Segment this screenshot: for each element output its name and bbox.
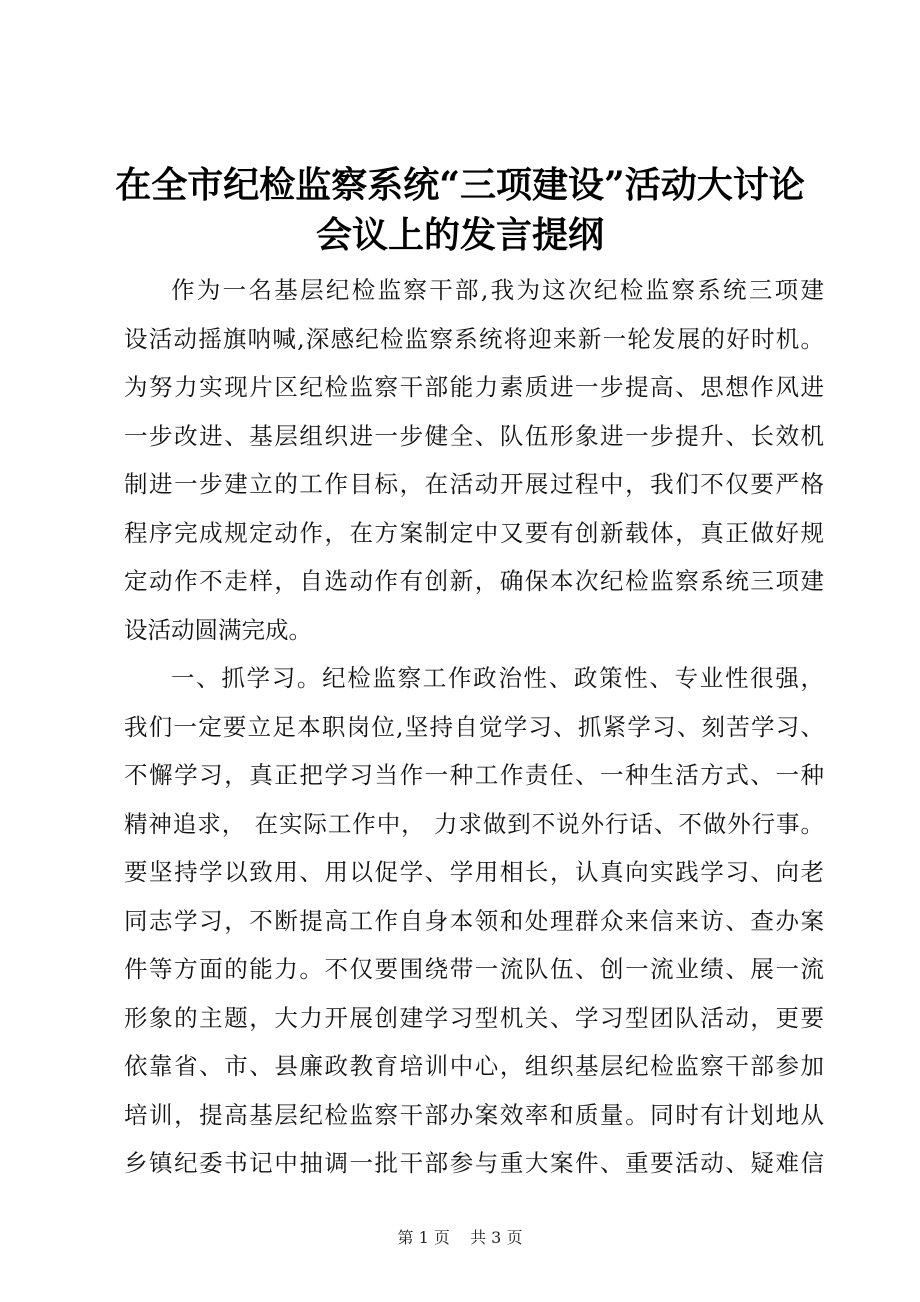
- paragraph-line: 定动作不走样，自选动作有创新，确保本次纪检监察系统三项建: [124, 567, 824, 595]
- paragraph-line: 程序完成规定动作，在方案制定中又要有创新载体，真正做好规: [124, 518, 824, 547]
- paragraph-line: 不懈学习，真正把学习当作一种工作责任、一种生活方式、一种: [124, 761, 824, 789]
- paragraph-line: 形象的主题，大力开展创建学习型机关、学习型团队活动，更要: [124, 1003, 824, 1032]
- page-footer: [0, 1226, 920, 1250]
- paragraph-2: [124, 654, 824, 1188]
- paragraph-line: 依靠省、市、县廉政教育培训中心，组织基层纪检监察干部参加: [124, 1052, 824, 1080]
- paragraph-line: 培训，提高基层纪检监察干部办案效率和质量。同时有计划地从: [124, 1100, 824, 1129]
- page-total: 共 3 页: [470, 1228, 523, 1247]
- page-number: 第 1 页: [397, 1228, 450, 1247]
- paragraph-line: 一、抓学习。纪检监察工作政治性、政策性、专业性很强，: [171, 664, 824, 692]
- paragraph-line: 要坚持学以致用、用以促学、学用相长，认真向实践学习、向老: [124, 858, 824, 886]
- paragraph-line: 同志学习，不断提高工作自身本领和处理群众来信来访、查办案: [124, 906, 824, 935]
- document-body: [124, 266, 824, 1188]
- title-line-2: 会议上的发言提纲: [315, 214, 604, 256]
- paragraph-line: 设活动摇旗呐喊,深感纪检监察系统将迎来新一轮发展的好时机。: [124, 324, 824, 353]
- paragraph-line: 设活动圆满完成。: [124, 615, 312, 644]
- paragraph-line: 一步改进、基层组织进一步健全、队伍形象进一步提升、长效机: [124, 421, 824, 450]
- paragraph-line: 精神追求， 在实际工作中， 力求做到不说外行话、不做外行事。: [124, 809, 824, 838]
- document-title: [110, 160, 810, 260]
- paragraph-line: 为努力实现片区纪检监察干部能力素质进一步提高、思想作风进: [124, 373, 824, 401]
- paragraph-line: 件等方面的能力。不仅要围绕带一流队伍、创一流业绩、展一流: [124, 955, 824, 983]
- title-line-1: 在全市纪检监察系统“三项建设”活动大讨论: [115, 164, 805, 206]
- paragraph-line: 制进一步建立的工作目标，在活动开展过程中，我们不仅要严格: [124, 470, 824, 498]
- paragraph-1: [124, 266, 824, 654]
- paragraph-line: 我们一定要立足本职岗位,坚持自觉学习、抓紧学习、刻苦学习、: [124, 712, 824, 741]
- paragraph-line: 乡镇纪委书记中抽调一批干部参与重大案件、重要活动、疑难信: [124, 1149, 824, 1177]
- paragraph-line: 作为一名基层纪检监察干部,我为这次纪检监察系统三项建: [171, 276, 824, 304]
